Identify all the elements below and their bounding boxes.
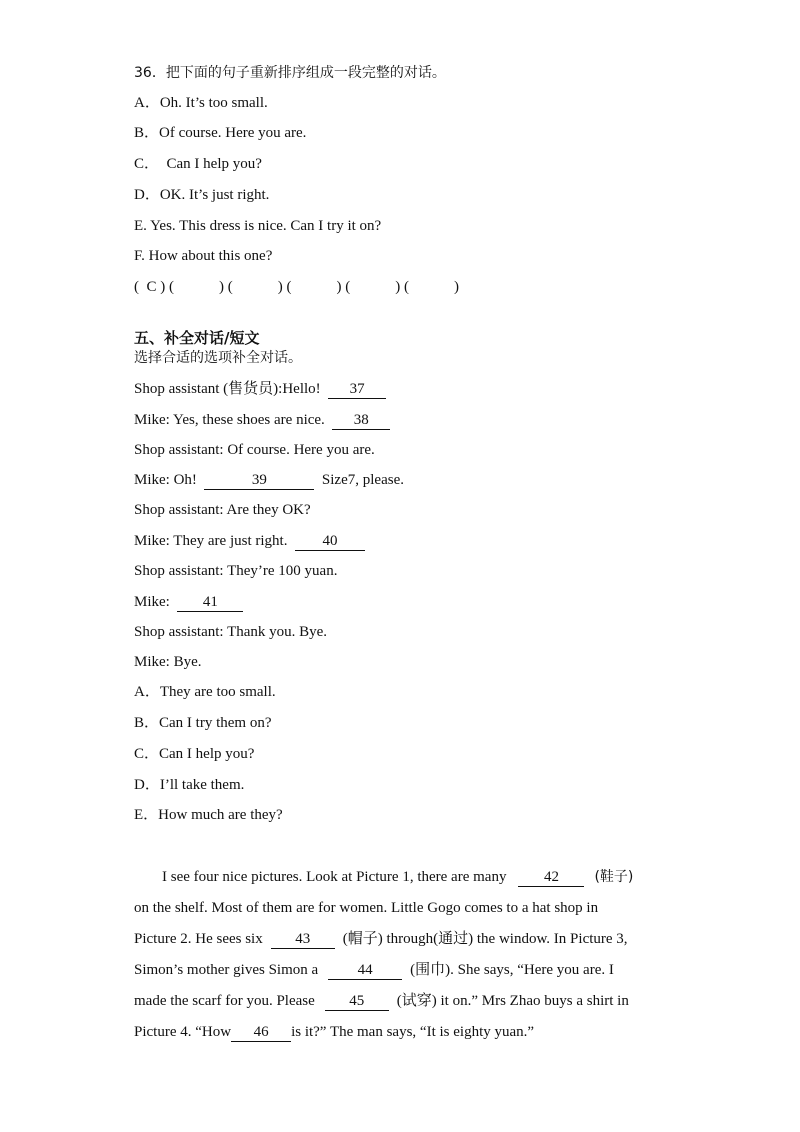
answer-blank-38[interactable]: 38 [332, 412, 390, 430]
q36-option-b: B．Of course. Here you are. [134, 125, 307, 141]
choice-d: D．I’ll take them. [134, 777, 245, 793]
q36-order-answer-row: ( C ) ( ) ( ) ( ) ( ) ( ) [134, 279, 459, 295]
dialogue-line: Mike: 41 [134, 592, 243, 612]
dialogue-line: Shop assistant: They’re 100 yuan. [134, 563, 338, 579]
answer-blank-37[interactable]: 37 [328, 381, 386, 399]
dialogue-line: Mike: Yes, these shoes are nice. 38 [134, 410, 390, 430]
choice-c: C．Can I help you? [134, 746, 255, 762]
passage-line-4: Simon’s mother gives Simon a 44 (围巾). She says, “Here you are. I [134, 962, 614, 978]
section-instruction: 选择合适的选项补全对话。 [134, 350, 302, 366]
dialogue-line: Mike: They are just right. 40 [134, 531, 365, 551]
passage-line-3: Picture 2. He sees six 43 (帽子) through(通过) the window. In Picture 3, [134, 931, 628, 947]
answer-blank-42[interactable]: 42 [518, 869, 584, 887]
q36-option-c: C． Can I help you? [134, 156, 262, 172]
answer-blank-43[interactable]: 43 [271, 931, 335, 949]
answer-blank-41[interactable]: 41 [177, 594, 243, 612]
choice-a: A．They are too small. [134, 684, 276, 700]
answer-blank-44[interactable]: 44 [328, 962, 402, 980]
q36-option-d: D．OK. It’s just right. [134, 187, 270, 203]
q36-option-a: A．Oh. It’s too small. [134, 95, 268, 111]
choice-b: B．Can I try them on? [134, 715, 272, 731]
answer-blank-39[interactable]: 39 [204, 472, 314, 490]
order-slot-1: C [146, 279, 157, 295]
passage-line-2: on the shelf. Most of them are for women. Little Gogo comes to a hat shop in [134, 900, 599, 916]
answer-blank-45[interactable]: 45 [325, 993, 389, 1011]
dialogue-line: Shop assistant (售货员):Hello! 37 [134, 379, 386, 399]
section-heading: 五、补全对话/短文 [134, 329, 260, 347]
dialogue-line: Mike: Bye. [134, 654, 202, 670]
passage-line-6: Picture 4. “How 46 is it?” The man says, “It is eighty yuan.” [134, 1024, 535, 1040]
choice-e: E．How much are they? [134, 807, 283, 823]
answer-blank-40[interactable]: 40 [295, 533, 365, 551]
dialogue-line: Mike: Oh! 39 Size7, please. [134, 472, 404, 488]
answer-blank-46[interactable]: 46 [231, 1024, 291, 1042]
dialogue-line: Shop assistant: Are they OK? [134, 502, 311, 518]
passage-line-5: made the scarf for you. Please 45 (试穿) it on.” Mrs Zhao buys a shirt in [134, 993, 629, 1009]
q36-option-f: F. How about this one? [134, 248, 273, 264]
dialogue-line: Shop assistant: Of course. Here you are. [134, 442, 375, 458]
q36-option-e: E. Yes. This dress is nice. Can I try it on? [134, 218, 382, 234]
dialogue-line: Shop assistant: Thank you. Bye. [134, 624, 328, 640]
question-36-title: 36．把下面的句子重新排序组成一段完整的对话。 [134, 65, 446, 81]
passage-line-1: I see four nice pictures. Look at Picture 1, there are many 42 (鞋子) [162, 869, 634, 885]
